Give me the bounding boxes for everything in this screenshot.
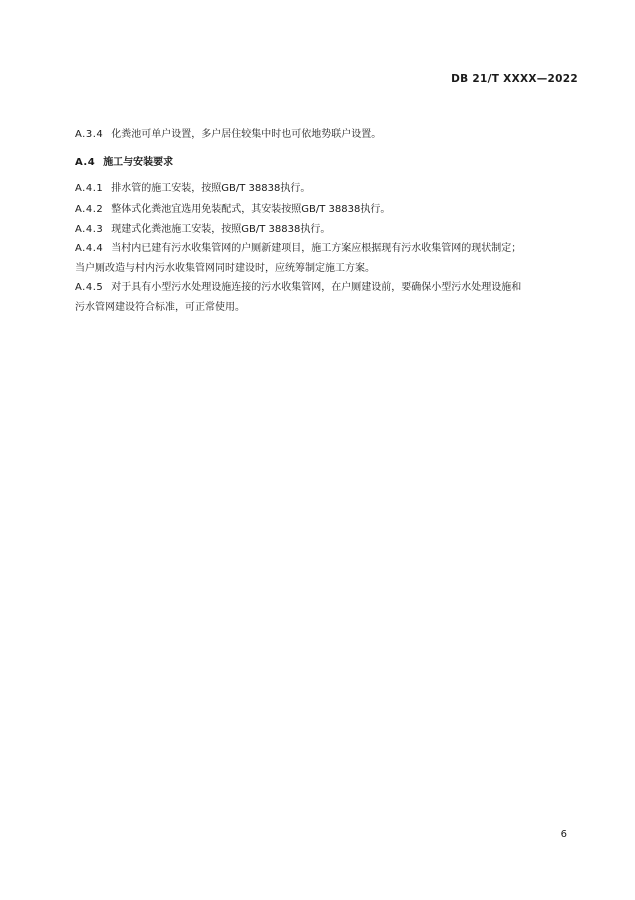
clause-number: A.4.3: [75, 224, 104, 235]
clause-text: 当村内已建有污水收集管网的户厕新建项目，施工方案应根据现有污水收集管网的现状制定；: [111, 243, 522, 254]
clause-a-4-2: [75, 203, 390, 217]
clause-a-4-5-continuation: 污水管网建设符合标准，可正常使用。: [75, 302, 245, 313]
clause-a-4-5: [75, 281, 521, 295]
header-divider: [75, 93, 579, 94]
clause-a-4-4-continuation: 当户厕改造与村内污水收集管网同时建设时，应统筹制定施工方案。: [75, 263, 375, 274]
clause-text: 对于具有小型污水处理设施连接的污水收集管网，在户厕建设前，要确保小型污水处理设施和: [111, 282, 522, 293]
section-number: A.4: [75, 157, 96, 168]
clause-text: 排水管的施工安装，按照GB/T 38838执行。: [111, 183, 311, 194]
clause-number: A.4.5: [75, 282, 104, 293]
clause-number: A.4.4: [75, 243, 104, 254]
page-number: 6: [560, 829, 567, 840]
clause-a-4-3: [75, 223, 330, 237]
clause-number: A.4.2: [75, 204, 104, 215]
document-code: DB 21/T XXXX—2022: [451, 73, 578, 85]
clause-text: 现建式化粪池施工安装，按照GB/T 38838执行。: [111, 224, 331, 235]
clause-number: A.4.1: [75, 183, 104, 194]
clause-a-4-4: [75, 242, 521, 256]
section-title: 施工与安装要求: [103, 157, 174, 168]
clause-text: 整体式化粪池宜选用免装配式，其安装按照GB/T 38838执行。: [111, 204, 391, 215]
clause-a-3-4: [75, 128, 381, 142]
clause-a-4-1: [75, 182, 310, 196]
clause-text: 化粪池可单户设置，多户居住较集中时也可依地势联户设置。: [111, 129, 382, 140]
clause-number: A.3.4: [75, 129, 104, 140]
section-heading-a-4: [75, 156, 173, 170]
